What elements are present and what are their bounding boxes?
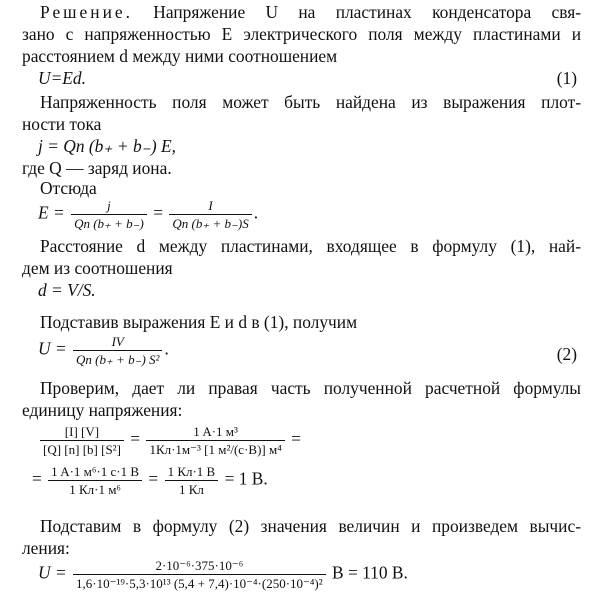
para-3-line-2: дем из соотношения — [22, 258, 173, 278]
units-fraction-2 — [146, 424, 284, 457]
units-fraction-4-den: 1 Кл — [165, 480, 219, 497]
final-calculation — [38, 558, 408, 591]
units-fraction-3-num: 1 A·1 м⁶·1 с·1 В — [51, 464, 140, 479]
eq2-end: . — [164, 338, 169, 359]
equation-1 — [38, 68, 86, 88]
equation-1-number: (1) — [556, 68, 577, 88]
units-fraction-1-num: [I] [V] — [64, 424, 100, 439]
field-fraction-1-den: Qn (b₊ + b₋) — [71, 214, 147, 231]
units-result: = 1 В. — [224, 468, 268, 489]
field-eq-mid: = — [153, 202, 164, 223]
intro-line-2: зано с напряженностью E электрического поля между пластинами и — [22, 24, 581, 44]
field-fraction-2-den: Qn (b₊ + b₋)S — [169, 214, 251, 231]
para-5-line-2: единицу напряжения: — [22, 400, 183, 420]
para-4: Подставив выражения E и d в (1), получим — [40, 312, 358, 332]
field-fraction-2-num: I — [208, 198, 213, 213]
field-fraction-2 — [169, 198, 251, 231]
units-fraction-4 — [165, 464, 219, 497]
otsyuda-line: Отсюда — [40, 178, 97, 198]
eq1-rhs: =Ed. — [50, 68, 86, 88]
final-result: В = 110 В. — [332, 562, 408, 583]
solution-lead: Решение. — [40, 2, 133, 22]
field-fraction-1 — [71, 198, 147, 231]
units-check-line-1 — [38, 424, 301, 457]
eq2-lhs: U = — [38, 338, 67, 359]
units-check-line-2 — [32, 464, 268, 497]
para-2-line-1: Напряженность поля может быть найдена из выражения плот- — [40, 92, 581, 112]
units-fraction-2-den: 1Кл·1м⁻³ [1 м²/(с·В)] м⁴ — [146, 440, 284, 457]
final-fraction-den: 1,6·10⁻¹⁹·5,3·10¹³ (5,4 + 7,4)·10⁻⁴·(250·10⁻⁴)² — [73, 574, 326, 591]
para-6-line-1: Подставим в формулу (2) значения величин и произведем вычис- — [40, 516, 581, 536]
final-lhs: U = — [38, 562, 67, 583]
para-6-line-2: ления: — [22, 538, 70, 558]
eq2-fraction-num: IV — [111, 334, 124, 349]
field-eq-lhs: E = — [38, 202, 65, 223]
eq2-fraction-den: Qn (b₊ + b₋) S² — [73, 350, 162, 367]
units-eq-1-end: = — [291, 428, 301, 449]
units-eq-2: = — [148, 468, 159, 489]
equation-2-number: (2) — [556, 344, 577, 364]
final-fraction-num: 2·10⁻⁶·375·10⁻⁶ — [155, 558, 244, 573]
intro-line-1 — [22, 2, 581, 22]
distance-equation: d = V/S. — [38, 280, 96, 300]
field-equation — [38, 198, 258, 231]
final-fraction — [73, 558, 326, 591]
field-fraction-1-num: j — [107, 198, 111, 213]
intro-text-1: Напряжение U на пластинах конденсатора свя- — [153, 2, 581, 22]
units-fraction-3 — [48, 464, 142, 497]
eq2-fraction — [73, 334, 162, 367]
field-eq-end: . — [253, 202, 259, 223]
para-5-line-1: Проверим, дает ли правая часть полученной расчетной формулы — [40, 378, 581, 398]
para-3-line-1: Расстояние d между пластинами, входящее в формулу (1), най- — [40, 236, 581, 256]
current-density-equation: j = Qn (b₊ + b₋) E, — [38, 136, 176, 156]
units-fraction-1-den: [Q] [n] [b] [S²] — [40, 440, 124, 457]
units-eq-2-start: = — [32, 468, 42, 489]
where-q-line: где Q — заряд иона. — [22, 158, 172, 178]
units-eq-1: = — [130, 428, 141, 449]
units-fraction-3-den: 1 Кл·1 м⁶ — [48, 480, 142, 497]
para-2-line-2: ности тока — [22, 114, 102, 134]
intro-line-3: расстоянием d между ними соотношением — [22, 46, 338, 66]
units-fraction-2-num: 1 A·1 м³ — [193, 424, 238, 439]
eq1-lhs: U — [38, 68, 51, 88]
units-fraction-4-num: 1 Кл·1 В — [167, 464, 216, 479]
equation-2 — [38, 334, 169, 367]
units-fraction-1 — [40, 424, 124, 457]
